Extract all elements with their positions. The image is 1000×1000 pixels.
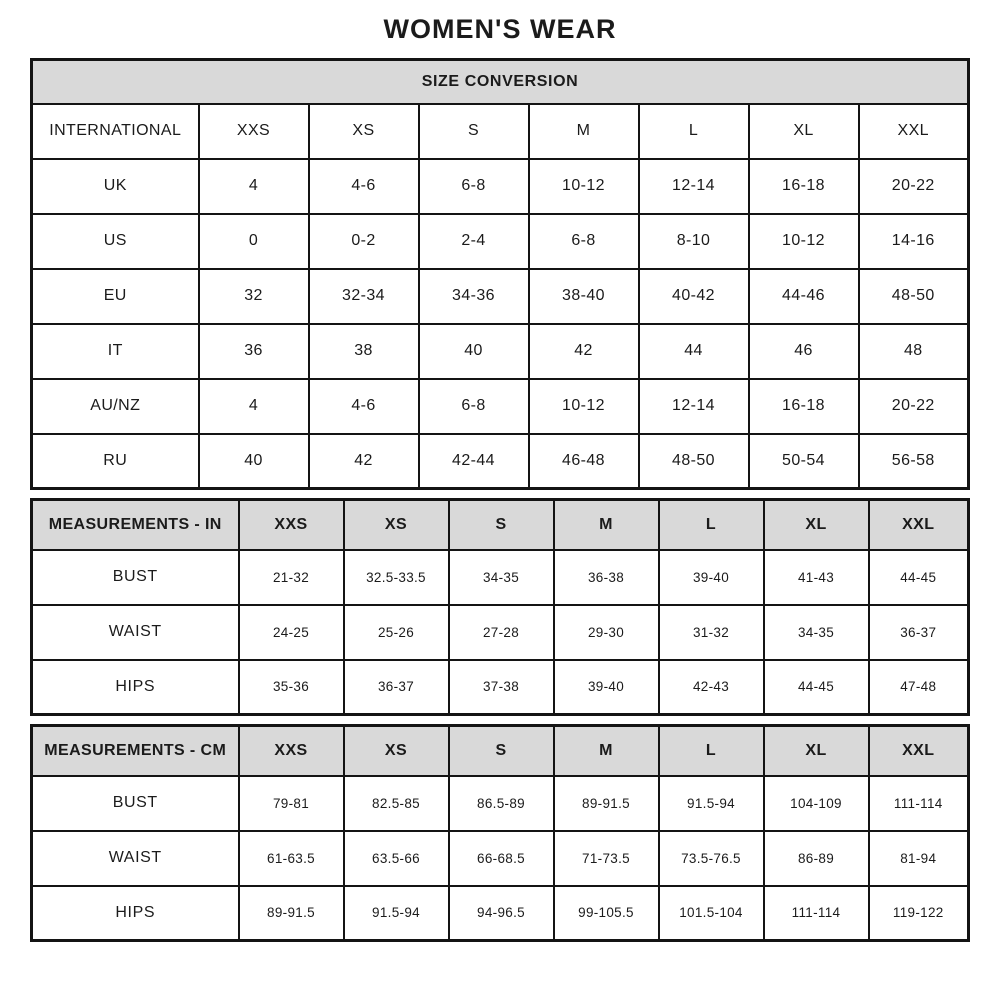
cell-hips-in-xl: 44-45 xyxy=(764,660,869,715)
cell-uk-xxs: 4 xyxy=(199,159,309,214)
row-label-uk: UK xyxy=(32,159,199,214)
cell-aunz-m: 10-12 xyxy=(529,379,639,434)
cell-hips-in-l: 42-43 xyxy=(659,660,764,715)
cell-hips-in-m: 39-40 xyxy=(554,660,659,715)
cell-uk-s: 6-8 xyxy=(419,159,529,214)
size-conversion-banner-row xyxy=(32,60,969,104)
cell-hips-cm-xxl: 119-122 xyxy=(869,886,969,941)
cell-hips-cm-xs: 91.5-94 xyxy=(344,886,449,941)
in-column-header-xl: XL xyxy=(764,500,869,550)
table-row-ru xyxy=(32,434,969,489)
cell-bust-cm-xxs: 79-81 xyxy=(239,776,344,831)
table-row-hips-in xyxy=(32,660,969,715)
cell-bust-cm-l: 91.5-94 xyxy=(659,776,764,831)
row-label-us: US xyxy=(32,214,199,269)
cell-hips-cm-l: 101.5-104 xyxy=(659,886,764,941)
cm-column-header-xl: XL xyxy=(764,726,869,776)
cell-hips-cm-s: 94-96.5 xyxy=(449,886,554,941)
column-header-xxl: XXL xyxy=(859,104,969,159)
cell-ru-xl: 50-54 xyxy=(749,434,859,489)
cell-us-xs: 0-2 xyxy=(309,214,419,269)
cell-waist-cm-xs: 63.5-66 xyxy=(344,831,449,886)
cm-column-header-s: S xyxy=(449,726,554,776)
cm-column-header-xxs: XXS xyxy=(239,726,344,776)
cell-waist-cm-xl: 86-89 xyxy=(764,831,869,886)
cell-aunz-s: 6-8 xyxy=(419,379,529,434)
column-header-xxs: XXS xyxy=(199,104,309,159)
row-label-hips-in: HIPS xyxy=(32,660,239,715)
cm-column-header-m: M xyxy=(554,726,659,776)
cell-bust-in-s: 34-35 xyxy=(449,550,554,605)
cell-waist-in-xs: 25-26 xyxy=(344,605,449,660)
row-label-hips-cm: HIPS xyxy=(32,886,239,941)
cell-uk-l: 12-14 xyxy=(639,159,749,214)
cell-hips-in-xs: 36-37 xyxy=(344,660,449,715)
cell-hips-in-xxl: 47-48 xyxy=(869,660,969,715)
table-row-hips-cm xyxy=(32,886,969,941)
cm-column-header-xxl: XXL xyxy=(869,726,969,776)
cell-waist-cm-s: 66-68.5 xyxy=(449,831,554,886)
measurements-in-title: MEASUREMENTS - IN xyxy=(32,500,239,550)
row-label-ru: RU xyxy=(32,434,199,489)
table-row-bust-in xyxy=(32,550,969,605)
cell-it-xs: 38 xyxy=(309,324,419,379)
cell-eu-s: 34-36 xyxy=(419,269,529,324)
cell-bust-in-l: 39-40 xyxy=(659,550,764,605)
in-column-header-xxl: XXL xyxy=(869,500,969,550)
cell-bust-cm-xxl: 111-114 xyxy=(869,776,969,831)
table-row-waist-in xyxy=(32,605,969,660)
cell-hips-cm-xxs: 89-91.5 xyxy=(239,886,344,941)
column-header-m: M xyxy=(529,104,639,159)
measurements-cm-title: MEASUREMENTS - CM xyxy=(32,726,239,776)
in-column-header-xs: XS xyxy=(344,500,449,550)
column-header-s: S xyxy=(419,104,529,159)
cell-us-xxl: 14-16 xyxy=(859,214,969,269)
measurements-cm-header-row xyxy=(32,726,969,776)
cell-it-l: 44 xyxy=(639,324,749,379)
table-row-eu xyxy=(32,269,969,324)
cell-aunz-xxl: 20-22 xyxy=(859,379,969,434)
cell-waist-in-xxl: 36-37 xyxy=(869,605,969,660)
cell-us-l: 8-10 xyxy=(639,214,749,269)
cell-waist-in-l: 31-32 xyxy=(659,605,764,660)
cell-waist-cm-l: 73.5-76.5 xyxy=(659,831,764,886)
row-label-waist-in: WAIST xyxy=(32,605,239,660)
column-header-l: L xyxy=(639,104,749,159)
in-column-header-m: M xyxy=(554,500,659,550)
cell-aunz-xxs: 4 xyxy=(199,379,309,434)
cell-ru-xs: 42 xyxy=(309,434,419,489)
cell-aunz-l: 12-14 xyxy=(639,379,749,434)
cell-us-xl: 10-12 xyxy=(749,214,859,269)
row-label-bust-in: BUST xyxy=(32,550,239,605)
cell-hips-cm-xl: 111-114 xyxy=(764,886,869,941)
table-row-it xyxy=(32,324,969,379)
cm-column-header-xs: XS xyxy=(344,726,449,776)
cm-column-header-l: L xyxy=(659,726,764,776)
table-row-us xyxy=(32,214,969,269)
cell-ru-s: 42-44 xyxy=(419,434,529,489)
cell-eu-xs: 32-34 xyxy=(309,269,419,324)
cell-aunz-xs: 4-6 xyxy=(309,379,419,434)
row-label-waist-cm: WAIST xyxy=(32,831,239,886)
cell-us-s: 2-4 xyxy=(419,214,529,269)
page-title: WOMEN'S WEAR xyxy=(383,14,617,44)
cell-bust-cm-m: 89-91.5 xyxy=(554,776,659,831)
cell-bust-in-xl: 41-43 xyxy=(764,550,869,605)
column-header-xl: XL xyxy=(749,104,859,159)
cell-us-xxs: 0 xyxy=(199,214,309,269)
in-column-header-xxs: XXS xyxy=(239,500,344,550)
cell-eu-m: 38-40 xyxy=(529,269,639,324)
cell-it-m: 42 xyxy=(529,324,639,379)
column-header-international: INTERNATIONAL xyxy=(32,104,199,159)
cell-ru-l: 48-50 xyxy=(639,434,749,489)
cell-waist-cm-xxs: 61-63.5 xyxy=(239,831,344,886)
cell-ru-xxs: 40 xyxy=(199,434,309,489)
cell-hips-cm-m: 99-105.5 xyxy=(554,886,659,941)
cell-aunz-xl: 16-18 xyxy=(749,379,859,434)
measurements-in-header-row xyxy=(32,500,969,550)
size-conversion-header-row xyxy=(32,104,969,159)
cell-waist-in-xl: 34-35 xyxy=(764,605,869,660)
cell-eu-xxs: 32 xyxy=(199,269,309,324)
cell-us-m: 6-8 xyxy=(529,214,639,269)
table-row-waist-cm xyxy=(32,831,969,886)
cell-hips-in-s: 37-38 xyxy=(449,660,554,715)
cell-waist-in-xxs: 24-25 xyxy=(239,605,344,660)
cell-waist-cm-xxl: 81-94 xyxy=(869,831,969,886)
cell-ru-xxl: 56-58 xyxy=(859,434,969,489)
measurements-in-table xyxy=(30,498,970,716)
cell-bust-cm-s: 86.5-89 xyxy=(449,776,554,831)
size-conversion-table xyxy=(30,58,970,490)
cell-waist-in-m: 29-30 xyxy=(554,605,659,660)
cell-uk-m: 10-12 xyxy=(529,159,639,214)
cell-uk-xxl: 20-22 xyxy=(859,159,969,214)
size-conversion-title: SIZE CONVERSION xyxy=(32,60,969,104)
row-label-aunz: AU/NZ xyxy=(32,379,199,434)
cell-it-xxs: 36 xyxy=(199,324,309,379)
table-row-bust-cm xyxy=(32,776,969,831)
table-row-aunz xyxy=(32,379,969,434)
column-header-xs: XS xyxy=(309,104,419,159)
cell-it-xxl: 48 xyxy=(859,324,969,379)
cell-eu-xl: 44-46 xyxy=(749,269,859,324)
cell-bust-cm-xs: 82.5-85 xyxy=(344,776,449,831)
cell-uk-xl: 16-18 xyxy=(749,159,859,214)
measurements-cm-table xyxy=(30,724,970,942)
cell-waist-in-s: 27-28 xyxy=(449,605,554,660)
cell-bust-in-xs: 32.5-33.5 xyxy=(344,550,449,605)
cell-eu-xxl: 48-50 xyxy=(859,269,969,324)
cell-uk-xs: 4-6 xyxy=(309,159,419,214)
in-column-header-s: S xyxy=(449,500,554,550)
table-row-uk xyxy=(32,159,969,214)
row-label-bust-cm: BUST xyxy=(32,776,239,831)
row-label-eu: EU xyxy=(32,269,199,324)
cell-hips-in-xxs: 35-36 xyxy=(239,660,344,715)
cell-it-s: 40 xyxy=(419,324,529,379)
cell-bust-in-xxl: 44-45 xyxy=(869,550,969,605)
cell-bust-cm-xl: 104-109 xyxy=(764,776,869,831)
in-column-header-l: L xyxy=(659,500,764,550)
cell-bust-in-xxs: 21-32 xyxy=(239,550,344,605)
cell-bust-in-m: 36-38 xyxy=(554,550,659,605)
cell-it-xl: 46 xyxy=(749,324,859,379)
cell-ru-m: 46-48 xyxy=(529,434,639,489)
row-label-it: IT xyxy=(32,324,199,379)
cell-eu-l: 40-42 xyxy=(639,269,749,324)
cell-waist-cm-m: 71-73.5 xyxy=(554,831,659,886)
